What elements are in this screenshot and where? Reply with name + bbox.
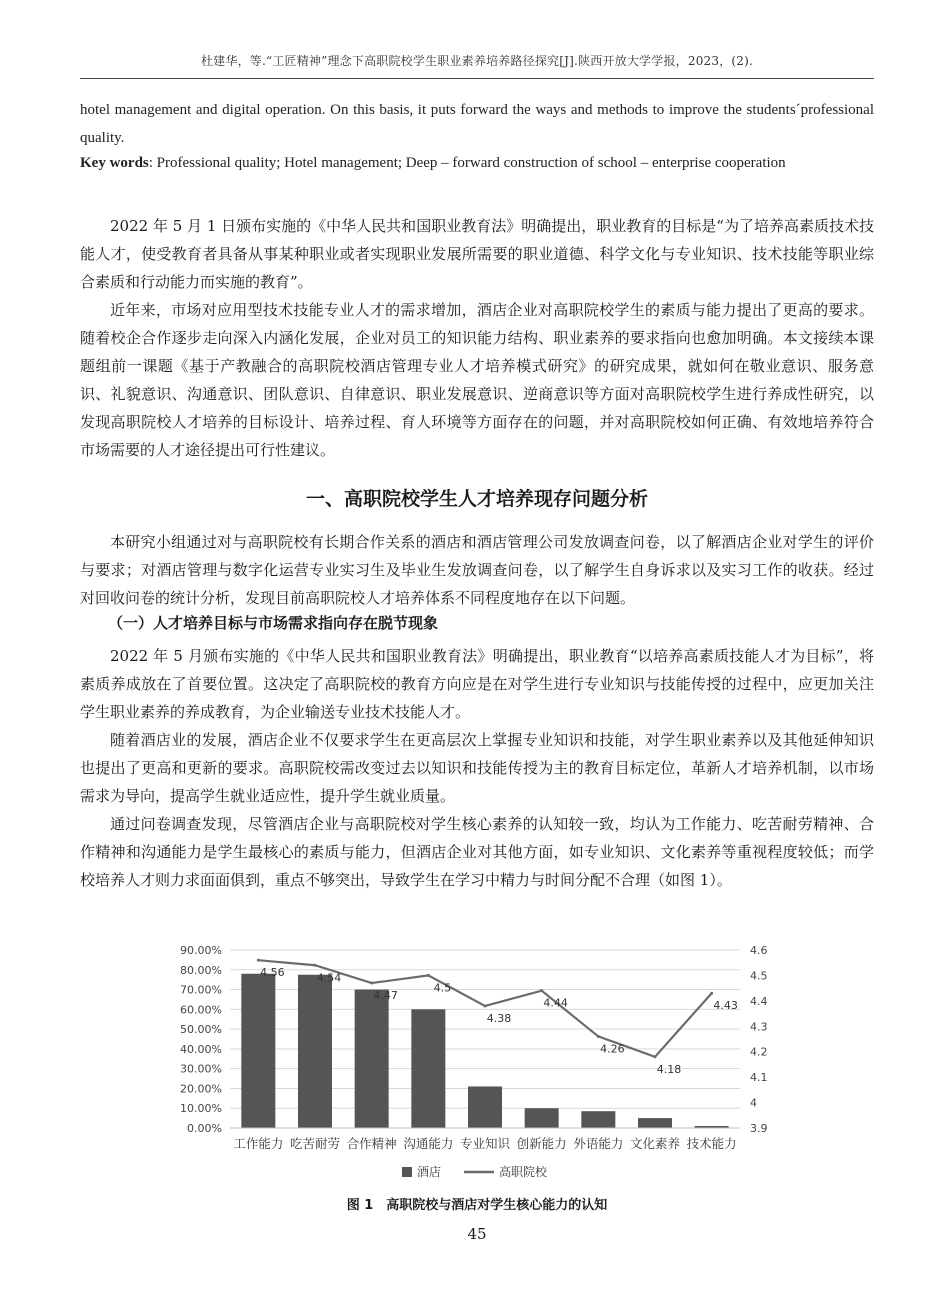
line-data-label: 4.43	[713, 999, 738, 1013]
paragraph: 2022 年 5 月 1 日颁布实施的《中华人民共和国职业教育法》明确提出，职业教育的目标是“为了培养高素质技术技能人才，使受教育者具备从事某种职业或者实现职业发展所需要的职业道德、科学文化与专业知识、技术技能等职业综合素质和行动能力而实施的教育”。	[80, 217, 874, 291]
bar-hotel	[468, 1086, 502, 1128]
right-axis-tick-label: 4.2	[750, 1045, 768, 1059]
line-point	[257, 959, 260, 962]
chart-svg	[150, 936, 800, 1190]
keywords	[80, 155, 880, 172]
line-data-label: 4.5	[433, 981, 452, 995]
right-axis-tick-label: 4.6	[750, 944, 768, 957]
left-axis-tick-label: 60.00%	[180, 1003, 222, 1017]
left-axis-tick-label: 80.00%	[180, 963, 222, 977]
bar-hotel	[581, 1111, 615, 1128]
line-point	[540, 989, 543, 992]
line-point	[710, 992, 713, 995]
bar-hotel	[638, 1118, 672, 1128]
abstract-tail	[80, 96, 874, 152]
x-axis-category-label: 沟通能力	[403, 1136, 454, 1151]
right-axis-tick-label: 4.3	[750, 1020, 768, 1034]
bar-hotel	[525, 1108, 559, 1128]
section-intro	[80, 528, 874, 612]
paragraph: 随着酒店业的发展，酒店企业不仅要求学生在更高层次上掌握专业知识和技能，对学生职业素养以及其他延伸知识也提出了更高和更新的要求。高职院校需改变过去以知识和技能传授为主的教育目标定位，革新人才培养机制，以市场需求为导向，提高学生就业适应性，提升学生就业质量。	[80, 731, 874, 805]
legend-label-hotel: 酒店	[417, 1165, 442, 1179]
right-axis-tick-label: 4	[750, 1096, 757, 1110]
page-number: 45	[467, 1225, 487, 1243]
paragraph: 本研究小组通过对与高职院校有长期合作关系的酒店和酒店管理公司发放调查问卷，以了解酒店企业对学生的评价与要求；对酒店管理与数字化运营专业实习生及毕业生发放调查问卷，以了解学生自身诉求以及实习工作的收获。经过对回收问卷的统计分析，发现目前高职院校人才培养体系不同程度地存在以下问题。	[80, 533, 874, 607]
right-axis-tick-label: 4.4	[750, 994, 768, 1008]
keywords-label: Key words	[80, 155, 149, 171]
header-rule	[80, 78, 874, 79]
line-data-label: 4.54	[316, 971, 342, 985]
bar-hotel	[298, 975, 332, 1128]
line-point	[597, 1035, 600, 1038]
line-data-label: 4.26	[600, 1042, 625, 1056]
abstract-text: hotel management and digital operation. On this basis, it puts forward the ways and methods to improve the students´professional quality.	[80, 102, 874, 146]
x-axis-category-label: 工作能力	[233, 1136, 284, 1151]
left-axis-tick-label: 70.00%	[180, 983, 222, 997]
left-axis-tick-label: 20.00%	[180, 1082, 222, 1096]
left-axis-tick-label: 10.00%	[180, 1102, 222, 1116]
x-axis-category-label: 外语能力	[573, 1136, 624, 1151]
right-axis-tick-label: 4.1	[750, 1071, 768, 1085]
x-axis-category-label: 专业知识	[459, 1136, 511, 1151]
paragraph: 近年来，市场对应用型技术技能专业人才的需求增加，酒店企业对高职院校学生的素质与能力提出了更高的要求。随着校企合作逐步走向深入内涵化发展，企业对员工的知识能力结构、职业素养的要求指向也愈加明确。本文接续本课题组前一课题《基于产教融合的高职院校酒店管理专业人才培养模式研究》的研究成果，就如何在敬业意识、服务意识、礼貌意识、沟通意识、团队意识、自律意识、职业发展意识、逆商意识等方面对高职院校学生进行养成性研究，以发现高职院校人才培养的目标设计、培养过程、育人环境等方面存在的问题，并对高职院校如何正确、有效地培养符合市场需要的人才途径提出可行性建议。	[80, 301, 874, 459]
x-axis-category-label: 创新能力	[516, 1136, 567, 1151]
line-data-label: 4.56	[260, 966, 285, 980]
line-point	[654, 1055, 657, 1058]
right-axis-tick-label: 4.5	[750, 969, 768, 983]
paragraph: 2022 年 5 月颁布实施的《中华人民共和国职业教育法》明确提出，职业教育“以培养高素质技能人才为目标”，将素质养成放在了首要位置。这决定了高职院校的教育方向应是在对学生进行专业知识与技能传授的过程中，应更加关注学生职业素养的养成教育，为企业输送专业技术技能人才。	[80, 647, 874, 721]
x-axis-category-label: 合作精神	[346, 1136, 397, 1151]
line-point	[314, 964, 317, 967]
line-data-label: 4.44	[543, 996, 568, 1010]
x-axis-category-label: 吃苦耐劳	[289, 1136, 341, 1151]
legend-swatch-bar	[402, 1167, 412, 1177]
subsection-title: （一）人才培养目标与市场需求指向存在脱节现象	[108, 614, 439, 632]
line-point	[427, 974, 430, 977]
left-axis-tick-label: 90.00%	[180, 944, 222, 957]
x-axis-category-label: 文化素养	[629, 1136, 681, 1151]
right-axis-tick-label: 3.9	[750, 1122, 768, 1135]
left-axis-tick-label: 0.00%	[187, 1122, 222, 1135]
line-data-label: 4.47	[373, 989, 398, 1003]
keywords-text: : Professional quality; Hotel management; Deep – forward construction of school – enterprise cooperation	[148, 155, 786, 171]
bar-hotel	[411, 1009, 445, 1128]
line-data-label: 4.38	[486, 1011, 512, 1025]
running-head: 杜建华，等.“工匠精神”理念下高职院校学生职业素养培养路径探究[J].陕西开放大学学报，2023，(2).	[200, 54, 754, 68]
left-axis-tick-label: 40.00%	[180, 1042, 222, 1056]
section-title: 一、高职院校学生人才培养现存问题分析	[305, 488, 648, 510]
intro-section	[80, 212, 874, 464]
paragraph: 通过问卷调查发现，尽管酒店企业与高职院校对学生核心素养的认知较一致，均认为工作能力、吃苦耐劳精神、合作精神和沟通能力是学生最核心的素质与能力，但酒店企业对其他方面，如专业知识、文化素养等重视程度较低；而学校培养人才则力求面面俱到，重点不够突出，导致学生在学习中精力与时间分配不合理（如图 1）。	[80, 815, 874, 889]
figure-caption: 图 1 高职院校与酒店对学生核心能力的认知	[346, 1198, 608, 1213]
figure-1-chart	[150, 936, 800, 1190]
line-point	[370, 982, 373, 985]
left-axis-tick-label: 50.00%	[180, 1023, 222, 1037]
bar-hotel	[241, 974, 275, 1128]
line-data-label: 4.18	[656, 1062, 682, 1076]
legend-label-college: 高职院校	[499, 1165, 548, 1179]
x-axis-category-label: 技术能力	[686, 1136, 737, 1151]
bar-hotel	[355, 990, 389, 1128]
line-point	[484, 1004, 487, 1007]
left-axis-tick-label: 30.00%	[180, 1062, 222, 1076]
subsection-body	[80, 642, 874, 894]
